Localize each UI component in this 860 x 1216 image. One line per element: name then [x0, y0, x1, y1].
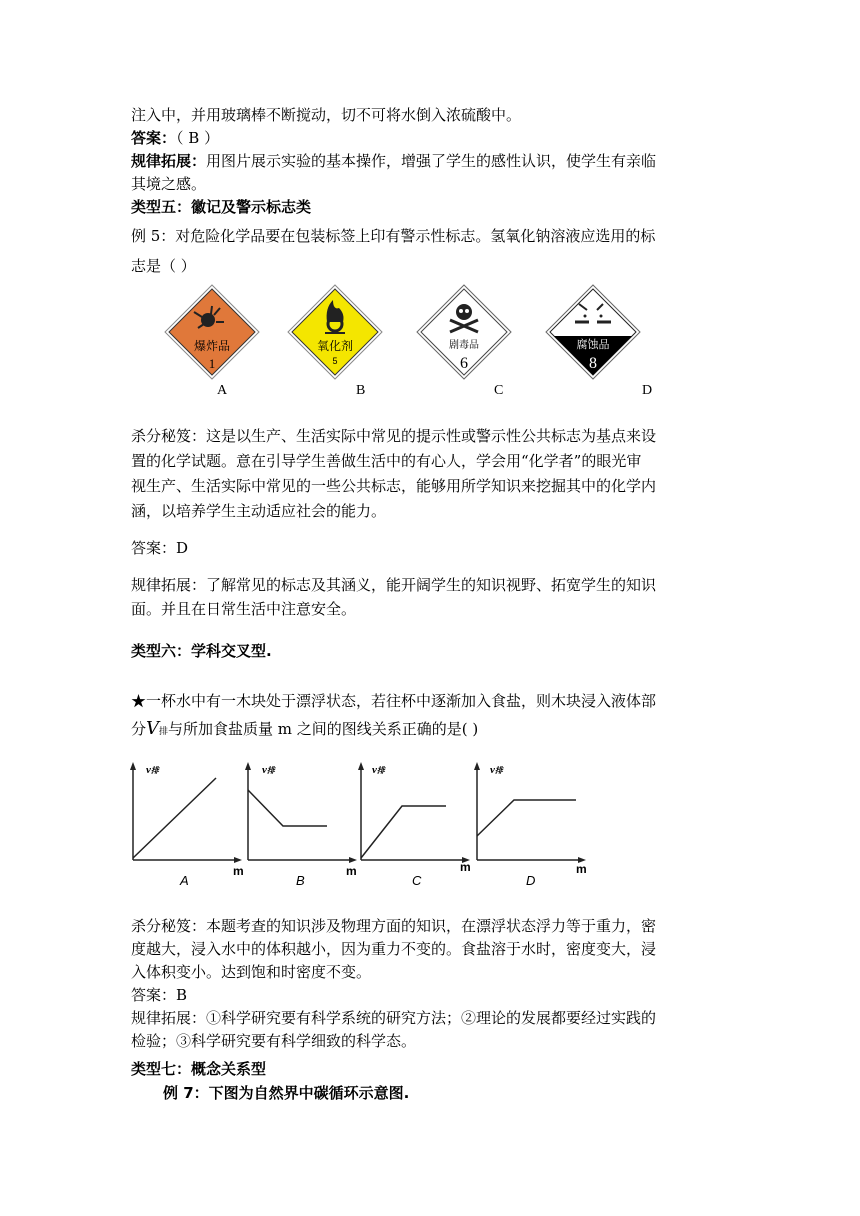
- axis-label-v: v排: [262, 764, 275, 776]
- paragraph-line: 注入中，并用玻璃棒不断搅动，切不可将水倒入浓硫酸中。: [131, 106, 522, 124]
- tip-line: 置的化学试题。意在引导学生善做生活中的有心人，学会用“化学者”的眼光审: [131, 452, 642, 470]
- axis-label-m: m: [233, 864, 244, 878]
- graph-b: [243, 760, 359, 870]
- graph-line: [361, 806, 446, 858]
- option-label: B: [356, 383, 366, 398]
- section-heading: 类型六：学科交叉型.: [131, 642, 272, 660]
- axis-label-m: m: [576, 862, 587, 876]
- question-text: 与所加食盐质量 m 之间的图线关系正确的是( ): [168, 720, 479, 738]
- graph-line: [133, 778, 216, 858]
- sign-text: 剧毒品: [449, 340, 479, 351]
- graph-option-label: B: [296, 873, 305, 888]
- extension-line: 面。并且在日常生活中注意安全。: [131, 600, 357, 618]
- tip-line: 度越大，浸入水中的体积越小，因为重力不变的。食盐溶于水时，密度变大，浸: [131, 940, 657, 958]
- question-line: ★一杯水中有一木块处于漂浮状态，若往杯中逐渐加入食盐，则木块浸入液体部: [131, 692, 657, 710]
- example-line: [163, 1082, 409, 1104]
- extension-text: 用图片展示实验的基本操作，增强了学生的感性认识，使学生有亲临: [206, 152, 657, 170]
- axis-label-m: m: [346, 864, 357, 878]
- extension-label: 规律拓展：: [131, 152, 207, 170]
- tip-line: 涵，以培养学生主动适应社会的能力。: [131, 502, 387, 520]
- graph-option-label: C: [412, 873, 422, 888]
- hazard-sign-explosive: [164, 284, 260, 380]
- answer-line: 答案：D: [131, 539, 189, 557]
- axis-label-m: m: [460, 860, 471, 874]
- extension-line: [131, 150, 656, 172]
- graph-a: [128, 760, 244, 870]
- sign-text: 腐蚀品: [576, 338, 610, 351]
- hazard-sign-toxic: [416, 284, 512, 380]
- example-line: 例 5：对危险化学品要在包装标签上印有警示性标志。氢氧化钠溶液应选用的标: [131, 227, 656, 245]
- tip-line: 入体积变小。达到饱和时密度不变。: [131, 963, 372, 981]
- graph-line: [477, 800, 576, 836]
- question-line: [131, 718, 478, 743]
- extension-line: 规律拓展：①科学研究要有科学系统的研究方法；②理论的发展都要经过实践的: [131, 1009, 657, 1027]
- graph-d: [472, 760, 588, 870]
- sign-number: 6: [460, 355, 468, 372]
- section-heading: 类型七：概念关系型: [131, 1060, 267, 1078]
- sign-text: 爆炸品: [193, 339, 231, 353]
- graph-option-label: D: [526, 873, 536, 888]
- axis-label-v: v排: [146, 764, 159, 776]
- hazard-sign-corrosive: [545, 284, 641, 380]
- graph-option-label: A: [180, 873, 189, 888]
- axis-label-v: v排: [372, 764, 385, 776]
- extension-line: 检验；③科学研究要有科学细致的科学态。: [131, 1032, 417, 1050]
- axis-label-v: v排: [490, 764, 503, 776]
- volume-subscript: 排: [159, 727, 169, 737]
- option-label: A: [217, 383, 228, 398]
- answer-label: 答案：: [131, 129, 177, 147]
- section-heading: 类型五：徽记及警示标志类: [131, 198, 312, 216]
- answer-value: （ B ）: [176, 129, 220, 147]
- example-line: 志是（ ）: [131, 257, 196, 275]
- sign-number: 8: [589, 355, 597, 372]
- graph-line: [248, 790, 327, 826]
- sign-number: 1: [208, 356, 216, 371]
- question-text: 分: [131, 720, 147, 738]
- tip-line: 杀分秘笈：本题考查的知识涉及物理方面的知识，在漂浮状态浮力等于重力，密: [131, 917, 657, 935]
- example-text: 例 7：下图为自然界中碳循环示意图.: [163, 1084, 410, 1102]
- volume-symbol: V: [146, 718, 160, 739]
- sign-number: 5: [332, 356, 338, 366]
- sign-text: 氧化剂: [316, 339, 354, 353]
- graph-c: [356, 760, 472, 870]
- hazard-sign-oxidizer: [287, 284, 383, 380]
- paragraph-line: 其境之感。: [131, 175, 207, 193]
- answer-line: [131, 127, 219, 149]
- option-label: C: [494, 383, 504, 398]
- answer-line: 答案：B: [131, 986, 188, 1004]
- extension-line: 规律拓展：了解常见的标志及其涵义，能开阔学生的知识视野、拓宽学生的知识: [131, 576, 657, 594]
- tip-line: 视生产、生活实际中常见的一些公共标志，能够用所学知识来挖掘其中的化学内: [131, 477, 657, 495]
- tip-line: 杀分秘笈：这是以生产、生活实际中常见的提示性或警示性公共标志为基点来设: [131, 427, 657, 445]
- option-label: D: [642, 383, 653, 398]
